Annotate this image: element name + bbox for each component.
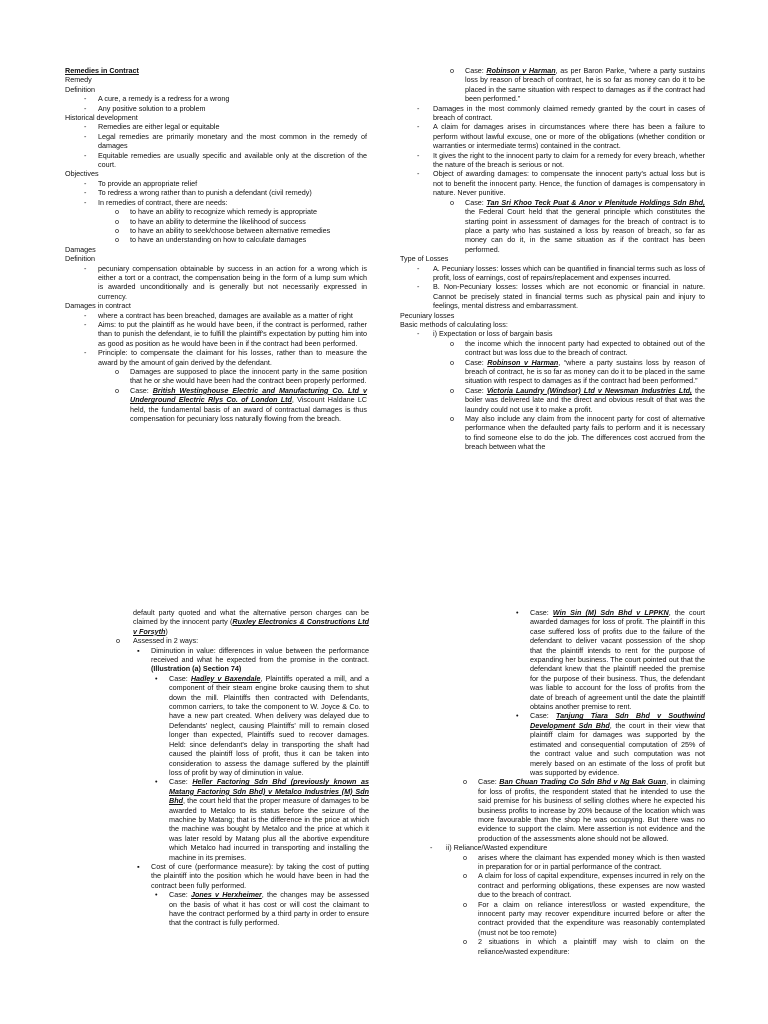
- bullet-marker: o: [463, 871, 467, 881]
- bullet-marker: -: [84, 178, 87, 188]
- bullet-marker: -: [84, 122, 87, 132]
- item-text: A claim for damages arises in circumstances where there has been a failure to perform without lawful excuse, one or more of the obligations (whether condition or warranties or intermediate terms) contained in the contract.: [433, 122, 705, 151]
- item-text: the income which the innocent party had expected to obtained out of the contract but was loss due to the breach of contract.: [465, 338, 705, 358]
- list-item: [155, 777, 369, 862]
- item-text: default party quoted and what the alternative person charges can be claimed by the innocent party (: [133, 608, 369, 627]
- item-text: Case:: [530, 711, 556, 721]
- item-text-continued: ): [165, 626, 168, 636]
- section-heading: [400, 254, 705, 263]
- item-text: Type of Losses: [400, 254, 449, 264]
- list-item: [84, 188, 367, 198]
- list-item: [84, 94, 367, 104]
- bottom-right-column: [413, 608, 705, 956]
- item-text: Remedies are either legal or equitable: [98, 122, 220, 132]
- bullet-marker: o: [115, 216, 119, 226]
- bullet-marker: -: [84, 348, 87, 358]
- section-heading: [400, 311, 705, 320]
- list-item: [115, 225, 367, 235]
- list-item: [84, 319, 367, 348]
- list-item: [84, 150, 367, 170]
- item-text: Case:: [465, 66, 487, 75]
- section-heading: [65, 85, 367, 94]
- list-item: [84, 103, 367, 113]
- item-text: Principle: to compensate the claimant for his losses, rather than to measure the award by the amount of gain derived by the defendant.: [98, 348, 367, 367]
- item-text: Damages in contract: [65, 301, 131, 311]
- item-text-continued: , the changes may be assessed on the basis of what it has cost or will cost the claimant to have the contract performed by a third party in order to ensure that the contract is fully performed.: [169, 890, 369, 928]
- item-text: B. Non-Pecuniary losses: losses which are not economic or financial in nature. Cannot be precisely stated in financial terms such as physical pain and injury to feelings, mental distress and embarrassment.: [433, 282, 705, 311]
- item-text: Object of awarding damages: to compensate the innocent party's actual loss but is not to benefit the innocent party. Hence, the function of damages is compensatory in nature. Never punitive.: [433, 169, 705, 198]
- item-text: to have an understanding on how to calculate damages: [130, 235, 307, 245]
- bullet-marker: o: [463, 777, 467, 787]
- list-item: [155, 673, 369, 777]
- item-text: Case:: [169, 777, 193, 787]
- top-left-column: [65, 66, 367, 423]
- list-item: [417, 122, 705, 151]
- case-citation: Win Sin (M) Sdn Bhd v LPPKN: [552, 608, 669, 617]
- list-item: [84, 197, 367, 207]
- section-heading: [65, 245, 367, 254]
- bullet-marker: o: [115, 207, 119, 217]
- list-item: [115, 235, 367, 245]
- item-text: To provide an appropriate relief: [98, 178, 198, 188]
- bottom-left-column: [115, 608, 369, 928]
- item-text: Any positive solution to a problem: [98, 103, 206, 113]
- section-heading: [65, 254, 367, 263]
- top-right-column: [400, 66, 705, 452]
- list-item: [463, 871, 705, 900]
- case-citation: British Westinghouse Electric and Manufacturing Co. Ltd v Underground Electric Rlys Co. of London Ltd: [130, 385, 367, 405]
- bullet-marker: -: [84, 310, 87, 320]
- item-text: Aims: to put the plaintiff as he would have been, if the contract is performed, rather than to punish the defendant, ie to fulfill the plaintiff's expectation by putting him into as good as position as he would have been in if the contract had been performed.: [98, 319, 367, 348]
- section-heading: [65, 301, 367, 310]
- list-item: [430, 843, 705, 853]
- case-citation: Robinson v Harman: [486, 66, 556, 75]
- item-text: to have an ability to recognize which remedy is appropriate: [130, 207, 317, 217]
- case-citation: Tanjung Tiara Sdn Bhd v Southwind Development Sdn Bhd: [530, 711, 705, 730]
- item-text: Definition: [65, 254, 95, 264]
- list-item: [463, 899, 705, 938]
- bullet-marker: -: [417, 122, 420, 132]
- bullet-marker: •: [155, 890, 158, 900]
- item-text: Historical development: [65, 113, 138, 123]
- item-text-continued: , the court awarded damages for loss of profit. The plaintiff in this case suffered loss of profits due to the failure of the defendant to deliver vacant possession of the shop that the plaintiff intends to rent for the purpose of expanding her business. The court pointed out that the defendant knew that the plaintiff needed the premise for the purpose of their business. Thus, the defendant was liable to account for the loss of profits from the date of breach of agreement until the date the plaintiff obtains another premise to rent.: [530, 608, 705, 712]
- bullet-marker: -: [84, 319, 87, 329]
- list-item: [115, 367, 367, 386]
- item-text: Cost of cure (performance measure): by taking the cost of putting the plaintiff into the position which he would have been in had the contract been fully performed.: [151, 861, 369, 890]
- item-text: Remedy: [65, 75, 92, 85]
- item-text-continued: , Viscount Haldane LC held, the fundamental basis of an award of contractual damages is thus compensation for pecuniary loss naturally flowing from the breach.: [130, 395, 368, 424]
- item-text: arises where the claimant has expended money which is then wasted in preparation for or in partial performance of the contract.: [478, 852, 705, 871]
- list-item: [115, 385, 368, 424]
- list-item: [450, 66, 705, 104]
- bullet-marker: o: [116, 636, 120, 646]
- list-item: [137, 645, 369, 674]
- list-item: [417, 263, 705, 283]
- list-item: [417, 282, 705, 311]
- case-citation: Hadley v Baxendale: [190, 673, 261, 683]
- bullet-marker: •: [516, 608, 519, 617]
- bullet-marker: ▪: [137, 645, 140, 655]
- illustration-reference: (Illustration (a) Section 74): [151, 664, 242, 674]
- bullet-marker: -: [417, 169, 420, 179]
- bullet-marker: -: [417, 103, 420, 113]
- bullet-marker: o: [115, 385, 119, 395]
- list-item: [450, 338, 705, 358]
- bullet-marker: •: [155, 777, 158, 787]
- item-text: To redress a wrong rather than to punish a defendant (civil remedy): [98, 188, 312, 198]
- case-citation: Ban Chuan Trading Co Sdn Bhd v Ng Bak Guan: [499, 777, 667, 787]
- item-text: A. Pecuniary losses: losses which can be quantified in financial terms such as loss of profit, loss of earnings, cost of repairs/replacement and expenses incurred.: [433, 263, 705, 282]
- item-text: It gives the right to the innocent party to claim for a remedy for every breach, whether the nature of the breach is serious or not.: [433, 150, 705, 170]
- bullet-marker: -: [84, 263, 87, 273]
- list-item: [450, 197, 705, 254]
- item-text: to have an ability to determine the likelihood of success: [130, 216, 306, 226]
- bullet-marker: -: [430, 843, 433, 853]
- item-text: Case:: [169, 890, 191, 900]
- item-text: Case:: [530, 608, 553, 617]
- item-text: ii) Reliance/Wasted expenditure: [446, 843, 548, 853]
- list-item: [450, 357, 705, 386]
- list-item: [516, 711, 705, 777]
- case-citation: Ruxley Electronics & Constructions Ltd v Forsyth: [133, 617, 370, 636]
- list-item: [417, 169, 705, 198]
- item-text: to have an ability to seek/choose between alternative remedies: [130, 225, 331, 235]
- item-text: Equitable remedies are usually specific and available only at the discretion of the court.: [98, 150, 367, 170]
- list-item: [516, 608, 705, 712]
- bullet-marker: -: [84, 188, 87, 198]
- item-text: 2 situations in which a plaintiff may wish to claim on the reliance/wasted expenditure:: [478, 937, 705, 956]
- list-item: [84, 122, 367, 132]
- item-text: Assessed in 2 ways:: [133, 636, 199, 646]
- item-text: Pecuniary losses: [400, 310, 455, 320]
- list-item: [84, 131, 367, 151]
- list-item: [417, 103, 705, 123]
- item-text: Damages: [65, 244, 96, 254]
- list-item: [463, 937, 705, 956]
- item-text: Basic methods of calculating loss:: [400, 319, 508, 329]
- case-citation: Robinson v Harman: [487, 357, 559, 367]
- bullet-marker: o: [463, 852, 467, 862]
- list-item: [116, 636, 369, 646]
- case-citation: Victoria Laundry (Windsor) Ltd v Newsman Industries Ltd,: [486, 385, 692, 395]
- section-heading: [400, 320, 705, 329]
- item-text: Damages in the most commonly claimed remedy granted by the court in cases of breach of contract.: [433, 103, 705, 123]
- list-item: [463, 777, 705, 843]
- list-item: [155, 890, 369, 928]
- section-heading: [133, 608, 369, 636]
- list-item: [417, 150, 705, 170]
- item-text: Objectives: [65, 169, 99, 179]
- item-text: Definition: [65, 84, 95, 94]
- bullet-marker: o: [463, 899, 467, 909]
- bullet-marker: o: [450, 197, 454, 207]
- bullet-marker: o: [450, 357, 454, 367]
- bullet-marker: ▪: [137, 861, 140, 871]
- bullet-marker: o: [115, 235, 119, 245]
- section-heading: [65, 113, 367, 122]
- item-text-continued: , the court held that the proper measure of damages to be awarded to Metalco to its status before the seizure of the machine by Matang; that is the difference in the price at which the machine was bought by Metalco and the price at which it was later resold by Matang plus all the abortive expenditure which Metalco had incurred in transporting and installing the machine in its premises.: [169, 796, 369, 862]
- section-heading: [65, 75, 367, 84]
- bullet-marker: o: [450, 385, 454, 395]
- item-text: A cure, a remedy is a redress for a wrong: [98, 94, 230, 104]
- list-item: [417, 329, 705, 339]
- item-text: In remedies of contract, there are needs:: [98, 197, 228, 207]
- case-citation: Jones v Herxheimer: [191, 890, 262, 900]
- list-item: [450, 414, 705, 452]
- item-text: Case:: [465, 385, 487, 395]
- item-text-continued: the Federal Court held that the general principle which constitutes the starting point in assessment of damages for the breach of contract is to place a party who has sustained a loss by reason of breach, so far as money can do it, in the same situation as if the contract has been performed.: [465, 207, 705, 254]
- list-item: [463, 852, 705, 872]
- bullet-marker: -: [417, 150, 420, 160]
- item-text: Case:: [130, 385, 153, 395]
- list-item: [84, 310, 367, 320]
- item-text: Case:: [169, 673, 191, 683]
- list-item: [84, 263, 367, 302]
- bullet-marker: o: [450, 66, 454, 75]
- bullet-marker: o: [463, 937, 467, 947]
- item-text: Diminution in value: differences in value between the performance received and what he expected from the promise in the contract.: [151, 645, 369, 665]
- bullet-marker: -: [417, 282, 420, 292]
- item-text: For a claim on reliance interest/loss or wasted expenditure, the innocent party may recover expenditure incurred before or after the contract provided that the expenditure was reasonably contemplated (must not be too remote): [478, 899, 705, 937]
- list-item: [137, 861, 369, 890]
- item-text-continued: , Plaintiffs operated a mill, and a component of their steam engine broke causing them to shut down the mill. Plaintiffs then contracted with Defendants, common carriers, to take the component to W. Joyce & Co. to have a new part created. When delivery was delayed due to Defendants' neglect, causing Plaintiffs' mill to remain closed longer than expected, Plaintiffs sued to recover damages. Held: since defendant's delay in transporting the shaft had caused the plaintiff loss of profit, thus it can be taken into consideration to assess the damage suffered by the plaintiff loss of profit by way of diminution in value.: [169, 673, 369, 777]
- item-text: Case:: [465, 357, 488, 367]
- bullet-marker: -: [84, 197, 87, 207]
- item-text-continued: , “where a party sustains loss by reason of breach of contract, he is so far as money can do it to be placed in the same situation with respect to damages as if the contract had been performed.”: [465, 357, 705, 386]
- bullet-marker: -: [417, 263, 420, 273]
- item-text: Case:: [478, 777, 500, 787]
- bullet-marker: -: [417, 329, 420, 339]
- item-text: where a contract has been breached, damages are available as a matter of right: [98, 310, 353, 320]
- bullet-marker: o: [450, 414, 454, 424]
- case-citation: Tan Sri Khoo Teck Puat & Anor v Plenitude Holdings Sdn Bhd,: [486, 197, 705, 207]
- bullet-marker: o: [115, 367, 119, 376]
- bullet-marker: •: [516, 711, 519, 721]
- item-text-continued: the boiler was delivered late and the direct and obvious result of that was the laundry could not use it to make a profit.: [465, 385, 705, 414]
- bullet-marker: -: [84, 131, 87, 141]
- bullet-marker: -: [84, 94, 87, 104]
- list-item: [115, 207, 367, 217]
- list-item: [450, 385, 705, 414]
- list-item: [115, 216, 367, 226]
- item-text: May also include any claim from the innocent party for cost of alternative performance when the defaulted party fails to perform and it is necessary to find someone else to do the job. The differences cost accrued from the breach between what the: [465, 414, 705, 452]
- item-text: pecuniary compensation obtainable by success in an action for a wrong which is either a tort or a contract, the compensation being in the form of a lump sum which is awarded unconditionally and is generally but not necessarily expressed in currency.: [98, 263, 367, 301]
- item-text: A claim for loss of capital expenditure, expenses incurred in rely on the contract and performing obligations, these expenses are now wasted due to the breach of contract.: [478, 871, 705, 900]
- list-item: [84, 348, 367, 367]
- bullet-marker: o: [450, 338, 454, 348]
- item-text: Damages are supposed to place the innocent party in the same position that he or she would have been had the contract been properly performed.: [130, 367, 367, 386]
- item-text-continued: , the court in their view that plaintiff claim for damages was supported by the estimated and consequential computation of 25% of the contract value and such computation was not merely based on an estimate of the loss of profit but was supported by evidence.: [530, 720, 705, 777]
- section-heading: [65, 169, 367, 178]
- bullet-marker: -: [84, 103, 87, 113]
- item-text: i) Expectation or loss of bargain basis: [433, 329, 553, 339]
- bullet-marker: o: [115, 225, 119, 235]
- bullet-marker: -: [84, 150, 87, 160]
- item-text: Case:: [465, 197, 487, 207]
- case-citation: Heller Factoring Sdn Bhd (previously known as Matang Factoring Sdn Bhd) v Metalco Industries (M) Sdn Bhd: [169, 777, 369, 806]
- item-text-continued: , as per Baron Parke, “where a party sustains loss by reason of breach of contract, he is so far as money can do it to be placed in the same situation with respect to damages as if the contract had been performed.”: [465, 66, 705, 104]
- page-title: Remedies in Contract: [65, 66, 139, 75]
- bullet-marker: •: [155, 673, 158, 683]
- list-item: [84, 178, 367, 188]
- item-text-continued: , in claiming for loss of profits, the respondent stated that he intended to use the said premise for his business of selling clothes where he expected his business profits to increase by 20% because of the location which was more favourable than the shop he was occupying. But there was no evidence to support the claim. Mere assertion is not evidence and the production of the assessments alone should not be allowed.: [478, 777, 705, 843]
- item-text: Legal remedies are primarily monetary and the most common in the remedy of damages: [98, 131, 367, 151]
